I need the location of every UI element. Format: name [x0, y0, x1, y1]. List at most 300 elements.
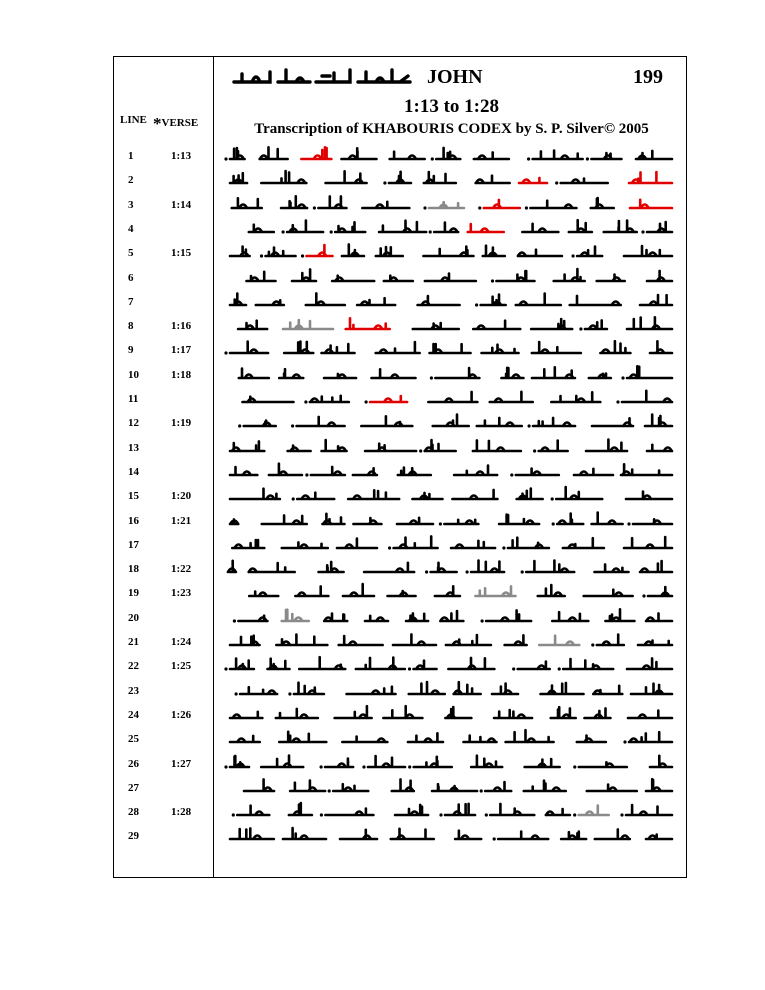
transcription-row — [0, 822, 765, 846]
punctuation-dot — [481, 619, 484, 622]
syriac-word — [260, 147, 288, 159]
syriac-word — [597, 274, 625, 280]
syriac-word — [306, 245, 332, 256]
syriac-word — [494, 710, 532, 718]
syriac-word — [517, 489, 543, 500]
syriac-word — [230, 829, 274, 840]
syriac-text-line — [224, 800, 676, 820]
transcription-row — [0, 142, 765, 166]
punctuation-dot — [423, 206, 426, 209]
syriac-word — [230, 441, 264, 451]
verse-reference: 1:21 — [171, 514, 192, 527]
syriac-word — [546, 809, 570, 815]
punctuation-dot — [485, 813, 488, 816]
syriac-word — [310, 396, 349, 402]
punctuation-dot — [616, 400, 619, 403]
syriac-word — [261, 755, 303, 766]
syriac-word — [468, 224, 504, 232]
syriac-word — [585, 320, 607, 329]
syriac-word — [365, 615, 388, 620]
syriac-word — [518, 662, 550, 669]
syriac-word — [237, 806, 269, 815]
syriac-word — [463, 736, 496, 742]
transcription-row — [0, 239, 765, 263]
syriac-word — [531, 319, 572, 329]
line-number: 2 — [128, 174, 134, 187]
syriac-word — [384, 275, 413, 280]
syriac-text-line — [224, 144, 676, 164]
punctuation-dot — [282, 230, 285, 233]
line-number: 21 — [128, 636, 139, 648]
syriac-text-line — [224, 387, 676, 407]
syriac-word — [230, 293, 246, 304]
syriac-word — [333, 784, 368, 791]
syriac-word — [506, 730, 554, 742]
syriac-word — [279, 732, 326, 742]
syriac-text-line — [224, 752, 676, 772]
line-column-header: LINE — [120, 114, 147, 126]
syriac-word — [518, 250, 562, 256]
transcription-row — [0, 312, 765, 336]
syriac-word — [586, 439, 627, 451]
syriac-word — [519, 178, 547, 183]
syriac-word — [371, 369, 415, 378]
syriac-word — [574, 469, 613, 475]
syriac-word — [451, 541, 495, 548]
syriac-word — [595, 830, 630, 840]
line-number: 4 — [128, 222, 134, 235]
syriac-word — [556, 487, 602, 499]
syriac-word — [425, 273, 476, 281]
punctuation-dot — [528, 425, 531, 428]
transcription-row — [0, 555, 765, 579]
syriac-word — [346, 318, 390, 329]
syriac-word — [477, 418, 522, 426]
syriac-word — [538, 585, 565, 596]
syriac-word — [629, 172, 672, 183]
verse-reference: 1:16 — [171, 320, 192, 333]
syriac-word — [295, 587, 328, 597]
punctuation-dot — [313, 206, 316, 209]
line-number: 29 — [128, 830, 139, 843]
syriac-word — [249, 225, 274, 232]
punctuation-dot — [320, 765, 323, 768]
line-number: 25 — [128, 733, 139, 746]
syriac-word — [621, 464, 672, 475]
verse-reference: 1:13 — [171, 150, 192, 162]
syriac-word — [389, 172, 411, 183]
line-number: 13 — [128, 441, 139, 454]
syriac-word — [604, 220, 637, 231]
syriac-word — [423, 247, 473, 257]
syriac-word — [230, 755, 249, 766]
punctuation-dot — [224, 157, 227, 160]
syriac-word — [630, 199, 672, 207]
syriac-text-line — [224, 703, 676, 723]
syriac-text-line — [224, 314, 676, 334]
syriac-word — [646, 779, 672, 791]
punctuation-dot — [365, 400, 368, 403]
syriac-word — [282, 542, 328, 548]
syriac-word — [524, 780, 566, 790]
punctuation-dot — [591, 643, 594, 646]
syriac-word — [425, 440, 456, 451]
punctuation-dot — [627, 522, 630, 525]
syriac-word — [624, 537, 672, 548]
syriac-word — [551, 392, 600, 402]
punctuation-dot — [558, 668, 561, 671]
syriac-word — [325, 809, 373, 815]
syriac-word — [636, 151, 672, 159]
syriac-word — [650, 755, 672, 766]
syriac-word — [570, 296, 621, 305]
syriac-word — [424, 172, 456, 183]
syriac-word — [481, 294, 506, 304]
line-number: 14 — [128, 465, 139, 478]
syriac-word — [244, 779, 274, 791]
syriac-word — [563, 538, 604, 548]
syriac-word — [283, 828, 326, 839]
transcription-row — [0, 288, 765, 312]
line-number: 1 — [128, 150, 134, 162]
syriac-word — [505, 635, 527, 645]
line-number: 8 — [128, 320, 134, 333]
syriac-word — [362, 201, 409, 207]
syriac-word — [498, 832, 548, 840]
verse-reference: 1:19 — [171, 417, 192, 430]
syriac-word — [600, 342, 630, 354]
syriac-text-line — [224, 557, 676, 577]
syriac-word — [256, 300, 284, 305]
syriac-word — [579, 806, 609, 815]
verse-reference: 1:26 — [171, 708, 192, 721]
syriac-text-line — [224, 193, 676, 213]
syriac-text-line — [224, 460, 676, 480]
syriac-word — [631, 683, 672, 693]
transcription-row — [0, 458, 765, 482]
transcription-row — [0, 434, 765, 458]
syriac-word — [584, 708, 610, 718]
syriac-word — [397, 517, 433, 523]
verse-reference: 1:18 — [171, 368, 192, 381]
syriac-word — [647, 270, 672, 280]
syriac-word — [624, 246, 672, 256]
syriac-word — [475, 587, 515, 597]
syriac-word — [297, 493, 334, 499]
syriac-word — [592, 512, 623, 523]
syriac-word — [525, 759, 560, 767]
syriac-word — [299, 657, 345, 669]
page-number: 199 — [633, 66, 663, 88]
syriac-word — [276, 635, 327, 646]
syriac-word — [533, 418, 575, 426]
punctuation-dot — [232, 813, 235, 816]
syriac-word — [361, 417, 412, 427]
punctuation-dot — [304, 400, 307, 403]
syriac-word — [347, 686, 396, 693]
syriac-word — [516, 468, 559, 474]
syriac-word — [484, 199, 520, 207]
syriac-word — [646, 835, 672, 840]
punctuation-dot — [233, 619, 236, 622]
book-name: JOHN — [427, 66, 483, 88]
syriac-text-line — [224, 290, 676, 310]
syriac-word — [322, 440, 347, 451]
punctuation-dot — [224, 352, 227, 355]
syriac-word — [435, 368, 479, 378]
syriac-word — [645, 415, 672, 427]
transcription-row — [0, 166, 765, 190]
syriac-word — [533, 151, 583, 159]
syriac-word — [640, 561, 672, 572]
punctuation-dot — [527, 157, 530, 160]
syriac-book-title — [230, 64, 415, 90]
syriac-word — [390, 152, 425, 159]
syriac-word — [395, 805, 428, 815]
verse-reference: 1:20 — [171, 490, 192, 503]
syriac-text-line — [224, 727, 676, 747]
punctuation-dot — [552, 522, 555, 525]
syriac-word — [290, 780, 325, 790]
syriac-word — [230, 173, 247, 183]
line-number: 9 — [128, 344, 134, 357]
syriac-word — [471, 561, 504, 572]
syriac-word — [473, 440, 521, 451]
syriac-word — [230, 736, 260, 742]
punctuation-dot — [521, 570, 524, 573]
syriac-word — [376, 342, 420, 353]
syriac-word — [247, 271, 276, 280]
syriac-word — [406, 613, 428, 621]
punctuation-dot — [573, 765, 576, 768]
syriac-word — [552, 612, 588, 621]
syriac-word — [238, 321, 267, 329]
transcription-row — [0, 361, 765, 385]
line-number: 7 — [128, 295, 134, 308]
syriac-text-line — [224, 168, 676, 188]
syriac-word — [569, 220, 592, 232]
syriac-word — [325, 758, 353, 766]
punctuation-dot — [383, 182, 386, 185]
syriac-text-line — [224, 363, 676, 383]
syriac-word — [628, 710, 672, 717]
syriac-word — [539, 440, 568, 451]
syriac-word — [301, 147, 331, 159]
syriac-word — [230, 636, 260, 645]
syriac-word — [551, 707, 576, 718]
syriac-word — [627, 659, 672, 670]
syriac-text-line — [224, 484, 676, 504]
verse-reference: 1:28 — [171, 806, 192, 819]
punctuation-dot — [478, 206, 481, 209]
punctuation-dot — [291, 425, 294, 428]
syriac-word — [249, 563, 295, 572]
syriac-word — [318, 196, 346, 208]
syriac-word — [591, 153, 621, 159]
syriac-word — [368, 756, 405, 767]
syriac-word — [433, 415, 469, 426]
punctuation-dot — [573, 813, 576, 816]
syriac-word — [429, 202, 464, 208]
punctuation-dot — [224, 668, 227, 671]
punctuation-dot — [429, 230, 432, 233]
syriac-word — [579, 762, 627, 767]
syriac-word — [476, 176, 510, 183]
syriac-word — [262, 515, 307, 524]
syriac-word — [485, 782, 511, 791]
line-number: 16 — [128, 514, 139, 527]
syriac-word — [230, 489, 280, 499]
punctuation-dot — [238, 425, 241, 428]
line-number: 27 — [128, 781, 139, 794]
punctuation-dot — [579, 327, 582, 330]
syriac-word — [306, 293, 345, 305]
syriac-word — [499, 514, 539, 524]
syriac-word — [289, 803, 312, 815]
syriac-word — [432, 784, 477, 791]
syriac-word — [577, 247, 602, 257]
syriac-word — [629, 732, 672, 742]
syriac-text-line — [224, 776, 676, 796]
syriac-word — [412, 493, 442, 499]
syriac-word — [288, 445, 311, 450]
syriac-text-line — [224, 824, 676, 844]
syriac-word — [319, 562, 344, 572]
syriac-text-line — [224, 241, 676, 261]
transcription-row — [0, 652, 765, 676]
syriac-word — [281, 196, 307, 208]
syriac-word — [492, 683, 518, 693]
syriac-word — [473, 321, 520, 329]
syriac-word — [626, 805, 672, 815]
syriac-word — [516, 293, 561, 304]
syriac-word — [324, 613, 347, 620]
syriac-word — [501, 367, 523, 377]
syriac-word — [249, 592, 278, 597]
syriac-word — [276, 709, 318, 718]
syriac-word — [650, 342, 672, 354]
line-number: 10 — [128, 368, 139, 381]
verse-reference: 1:25 — [171, 660, 192, 673]
syriac-word — [228, 561, 236, 572]
syriac-word — [455, 831, 481, 839]
verse-reference: 1:14 — [171, 198, 192, 211]
punctuation-dot — [466, 570, 469, 573]
syriac-word — [365, 443, 416, 450]
syriac-word — [593, 685, 622, 693]
syriac-word — [324, 374, 356, 378]
syriac-word — [230, 659, 254, 669]
syriac-word — [340, 830, 377, 839]
transcription-row — [0, 507, 765, 531]
syriac-word — [647, 444, 672, 450]
syriac-word — [627, 366, 672, 378]
punctuation-dot — [533, 449, 536, 452]
syriac-word — [626, 492, 672, 500]
syriac-word — [541, 682, 584, 693]
transcription-row — [0, 677, 765, 701]
transcription-row — [0, 385, 765, 409]
syriac-word — [239, 368, 269, 377]
syriac-word — [240, 687, 277, 694]
syriac-word — [592, 419, 633, 427]
syriac-word — [244, 421, 276, 426]
syriac-word — [230, 247, 250, 257]
syriac-word — [627, 317, 672, 329]
syriac-word — [341, 148, 376, 159]
line-number: 26 — [128, 757, 139, 770]
punctuation-dot — [502, 546, 505, 549]
syriac-word — [232, 198, 262, 208]
syriac-text-line — [224, 411, 676, 431]
transcription-row — [0, 725, 765, 749]
syriac-word — [353, 468, 377, 475]
syriac-word — [322, 513, 344, 523]
line-number: 22 — [128, 660, 139, 673]
punctuation-dot — [475, 303, 478, 306]
punctuation-dot — [439, 522, 442, 525]
punctuation-dot — [320, 813, 323, 816]
line-number: 11 — [128, 393, 139, 405]
syriac-word — [335, 222, 365, 232]
syriac-text-line — [224, 630, 676, 650]
syriac-word — [589, 373, 611, 377]
syriac-word — [414, 756, 452, 766]
syriac-word — [342, 737, 387, 743]
syriac-word — [357, 298, 395, 305]
syriac-word — [287, 220, 323, 232]
transcription-row — [0, 628, 765, 652]
syriac-word — [408, 733, 443, 742]
syriac-word — [232, 540, 264, 548]
verse-reference: 1:22 — [171, 563, 192, 576]
syriac-word — [508, 537, 549, 547]
punctuation-dot — [480, 789, 483, 792]
punctuation-dot — [510, 473, 513, 476]
syriac-text-line — [224, 679, 676, 699]
syriac-text-line — [224, 266, 676, 286]
punctuation-dot — [388, 546, 391, 549]
syriac-word — [370, 396, 407, 402]
line-number: 6 — [128, 271, 134, 284]
verse-reference: 1:23 — [171, 587, 192, 600]
syriac-word — [591, 198, 614, 208]
syriac-word — [283, 320, 333, 329]
syriac-word — [496, 271, 534, 281]
verse-reference: 1:17 — [171, 344, 192, 357]
verse-range: 1:13 to 1:28 — [404, 96, 499, 117]
syriac-word — [444, 519, 478, 523]
syriac-word — [640, 295, 672, 305]
syriac-word — [647, 222, 672, 232]
syriac-word — [522, 224, 558, 232]
line-number: 17 — [128, 538, 139, 551]
syriac-text-line — [224, 533, 676, 553]
syriac-word — [230, 342, 268, 353]
syriac-word — [430, 344, 471, 353]
verse-reference: 1:27 — [171, 757, 192, 770]
syriac-word — [339, 636, 383, 645]
syriac-word — [577, 736, 606, 742]
verse-reference: 1:15 — [171, 247, 192, 260]
punctuation-dot — [620, 813, 623, 816]
syriac-word — [342, 245, 364, 257]
syriac-text-line — [224, 338, 676, 358]
transcription-row — [0, 750, 765, 774]
punctuation-dot — [330, 230, 333, 233]
syriac-word — [391, 829, 434, 839]
syriac-word — [431, 563, 457, 572]
